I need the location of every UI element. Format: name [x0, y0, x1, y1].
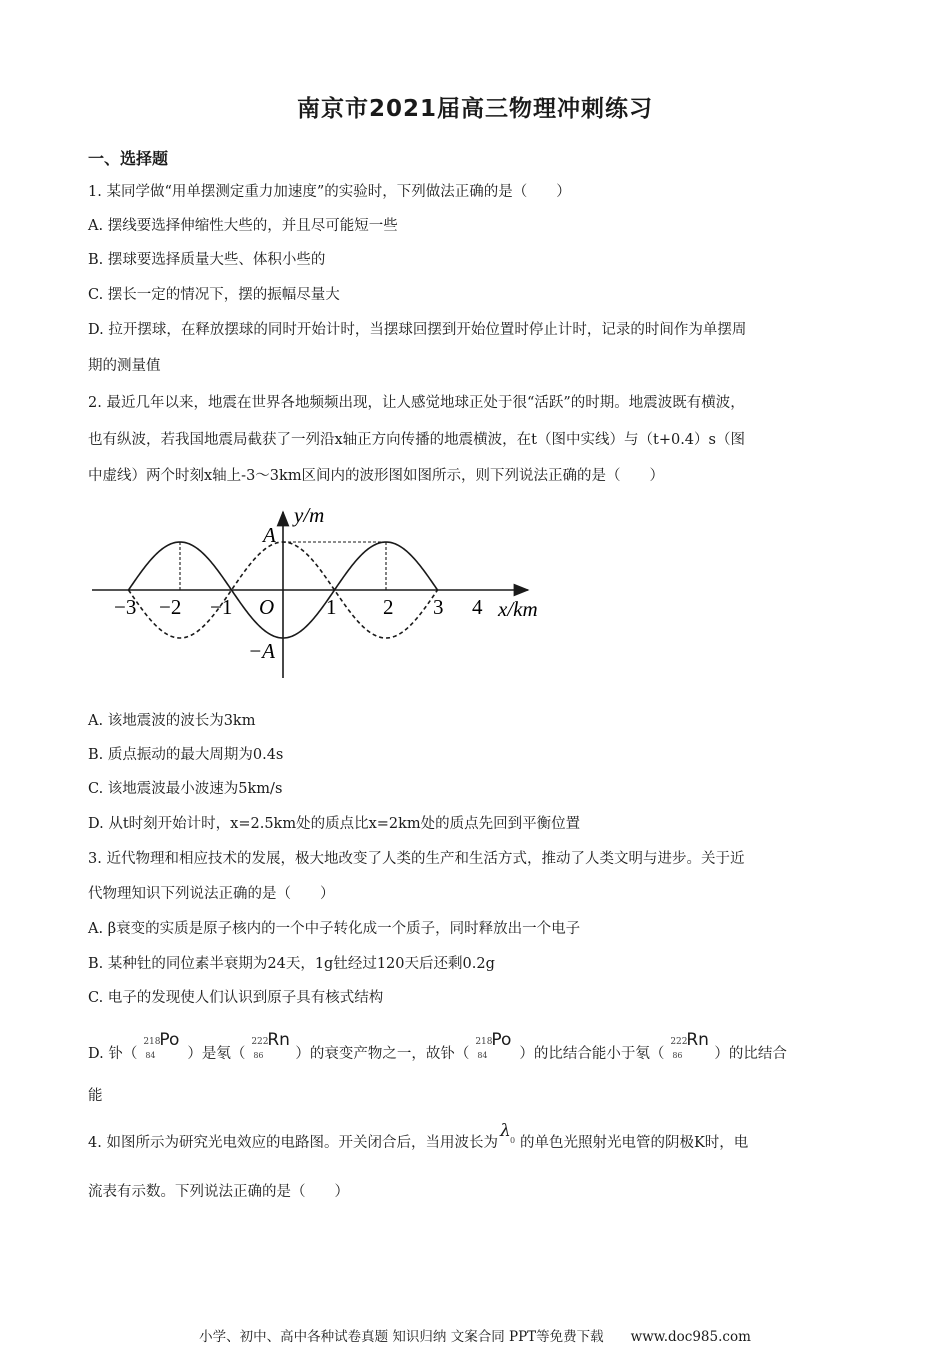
- rn-symbol: Rn: [686, 1030, 709, 1050]
- x-tick-4: 4: [472, 595, 483, 619]
- page-title: 南京市2021届高三物理冲刺练习: [296, 96, 653, 122]
- q2-option-c: C. 该地震波最小波速为5km/s: [88, 781, 283, 797]
- y-tick-minus-A: −A: [248, 639, 275, 663]
- q3-stem-line1: 3. 近代物理和相应技术的发展，极大地改变了人类的生产和生活方式，推动了人类文明与进步。关于近: [88, 851, 745, 867]
- q3-option-d: [88, 1030, 787, 1064]
- q1-option-d: D. 拉开摆球，在释放摆球的同时开始计时，当摆球回摆到开始位置时停止计时，记录的时间作为单摆周: [88, 322, 747, 338]
- po-mass-number: 218: [143, 1037, 161, 1047]
- footer: 小学、初中、高中各种试卷真题 知识归纳 文案合同 PPT等免费下载 www.doc985.com: [199, 1329, 751, 1345]
- y-tick-A: A: [263, 523, 276, 547]
- q2-stem-line2: 也有纵波，若我国地震局截获了一列沿x轴正方向传播的地震横波，在t（图中实线）与（t+0.4）s（图: [88, 432, 745, 448]
- q4-stem-line1: [88, 1121, 749, 1153]
- rn-atomic-number: 86: [253, 1051, 264, 1060]
- nuclide-rn-2: [666, 1030, 712, 1060]
- x-tick-minus3: −3: [114, 595, 137, 619]
- wavelength-symbol: [498, 1121, 520, 1153]
- q3-option-b: B. 某种钍的同位素半衰期为24天，1g钍经过120天后还剩0.2g: [88, 956, 495, 972]
- po-symbol: Po: [491, 1030, 512, 1050]
- lambda-letter: λ: [499, 1121, 511, 1141]
- q4-text-part2: 的单色光照射光电管的阴极K时，电: [519, 1135, 749, 1151]
- nuclide-rn-1: [247, 1030, 293, 1060]
- x-axis-label: x/km: [498, 597, 538, 621]
- q2-option-b: B. 质点振动的最大周期为0.4s: [88, 747, 284, 763]
- x-tick-origin: O: [259, 595, 275, 619]
- q3-stem-line2: 代物理知识下列说法正确的是（ ）: [88, 886, 335, 902]
- wave-figure: [0, 500, 950, 690]
- rn-mass-number: 222: [670, 1037, 688, 1047]
- q1-option-d-cont: 期的测量值: [88, 358, 161, 374]
- q3-d-part5: ）的比结合: [714, 1046, 787, 1062]
- q1-option-b: B. 摆球要选择质量大些、体积小些的: [88, 252, 326, 268]
- lambda-subscript: 0: [509, 1136, 516, 1145]
- x-tick-minus1: −1: [210, 595, 233, 619]
- nuclide-po-2: [471, 1030, 517, 1060]
- q3-d-part2: ）是氡（: [187, 1046, 246, 1062]
- section-heading: 一、选择题: [88, 149, 169, 168]
- q1-stem: 1. 某同学做“用单摆测定重力加速度”的实验时，下列做法正确的是（ ）: [88, 184, 571, 200]
- rn-symbol: Rn: [267, 1030, 290, 1050]
- q3-d-part1: D. 钋（: [88, 1046, 138, 1062]
- y-axis-label: y/m: [294, 503, 325, 527]
- q2-stem-line1: 2. 最近几年以来，地震在世界各地频频出现，让人感觉地球正处于很“活跃”的时期。地震波既有横波，: [88, 395, 745, 411]
- q1-option-c: C. 摆长一定的情况下，摆的振幅尽量大: [88, 287, 340, 303]
- po-mass-number: 218: [475, 1037, 493, 1047]
- q3-option-a: A. β衰变的实质是原子核内的一个中子转化成一个质子，同时释放出一个电子: [88, 921, 581, 937]
- q4-stem-line2: 流表有示数。下列说法正确的是（ ）: [88, 1184, 349, 1200]
- q2-option-a: A. 该地震波的波长为3km: [88, 713, 256, 729]
- q4-text-part1: 4. 如图所示为研究光电效应的电路图。开关闭合后，当用波长为: [88, 1135, 498, 1151]
- x-tick-1: 1: [326, 595, 337, 619]
- rn-atomic-number: 86: [672, 1051, 683, 1060]
- q3-d-part4: ）的比结合能小于氡（: [519, 1046, 665, 1062]
- nuclide-po-1: [139, 1030, 185, 1060]
- x-tick-minus2: −2: [159, 595, 182, 619]
- x-tick-2: 2: [383, 595, 394, 619]
- q1-option-a: A. 摆线要选择伸缩性大些的，并且尽可能短一些: [88, 218, 398, 234]
- q3-d-part3: ）的衰变产物之一，故钋（: [295, 1046, 470, 1062]
- q2-option-d: D. 从t时刻开始计时，x=2.5km处的质点比x=2km处的质点先回到平衡位置: [88, 816, 581, 832]
- po-symbol: Po: [159, 1030, 180, 1050]
- rn-mass-number: 222: [251, 1037, 269, 1047]
- x-tick-3: 3: [433, 595, 444, 619]
- po-atomic-number: 84: [145, 1051, 156, 1060]
- q3-option-d-cont: 能: [88, 1088, 103, 1104]
- q2-stem-line3: 中虚线）两个时刻x轴上-3～3km区间内的波形图如图所示，则下列说法正确的是（ ）: [88, 468, 665, 484]
- po-atomic-number: 84: [477, 1051, 488, 1060]
- q3-option-c: C. 电子的发现使人们认识到原子具有核式结构: [88, 990, 384, 1006]
